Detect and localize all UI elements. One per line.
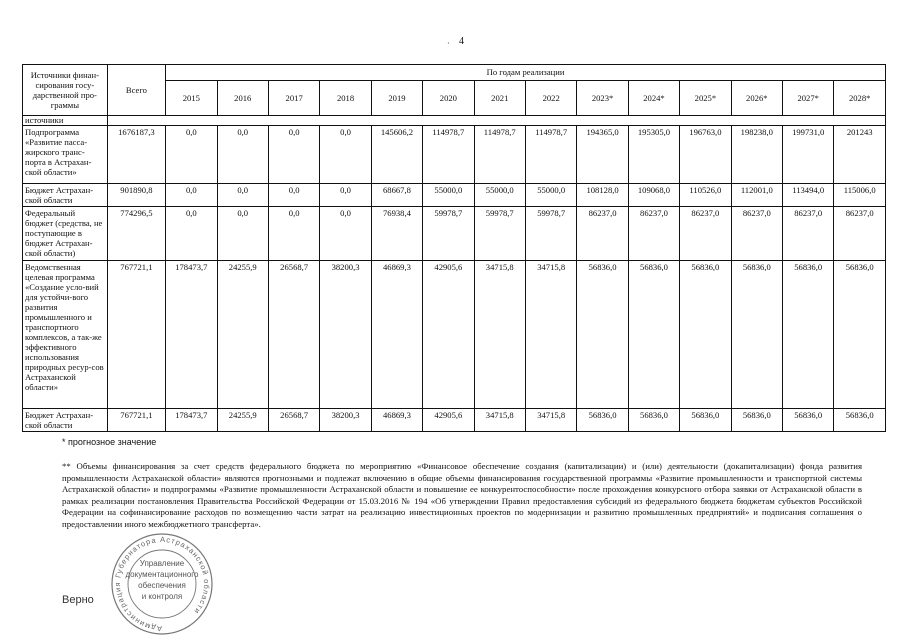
value-cell: 195305,0 <box>628 126 679 184</box>
value-cell: 56836,0 <box>731 409 782 432</box>
year-header: 2022 <box>525 81 576 116</box>
value-cell: 0,0 <box>268 184 319 207</box>
value-cell: 55000,0 <box>525 184 576 207</box>
table-row <box>23 261 886 409</box>
value-cell: 34715,8 <box>525 409 576 432</box>
total-cell: 774296,5 <box>107 207 165 261</box>
value-cell: 86237,0 <box>680 207 731 261</box>
total-cell: 1676187,3 <box>107 126 165 184</box>
federal-funding-footnote: ** Объемы финансирования за счет средств федерального бюджета по мероприятию «Финансовое обеспечение создания (капитализации) и (или) деятельности (докапитализации) фонда развития промышленности Астраханской области» являются прогнозными и подлежат включению в общие объемы финансирования государственной программы «Развитие промышленности и транспортной системы Астраханской области» и подпрограммы «Развитие промышленности Астраханской области и повышение ее конкурентоспособности» после прохождения конкурсного отбора заявки от Астраханской области в рамках реализации постановления Правительства Российской Федерации от 15.03.2016 № 194 «Об утверждении Правил предоставления субсидий из федерального бюджета бюджетам субъектов Российской Федерации на софинансирование расходов по возмещению части затрат на реализацию инвестиционных проектов по модернизации и развитию промышленных предприятий» и подписания соглашения о предоставлении иного межбюджетного трансферта». <box>62 461 862 529</box>
sources-subheader: источники <box>23 116 108 126</box>
value-cell: 198238,0 <box>731 126 782 184</box>
value-cell: 196763,0 <box>680 126 731 184</box>
source-cell: Подпрограмма «Развитие пасса-жирского транс-порта в Астрахан-ской области» <box>23 126 108 184</box>
value-cell: 46869,3 <box>371 409 422 432</box>
value-cell: 46869,3 <box>371 261 422 409</box>
value-cell: 145606,2 <box>371 126 422 184</box>
financing-table <box>22 64 886 432</box>
year-header: 2021 <box>474 81 525 116</box>
value-cell: 55000,0 <box>474 184 525 207</box>
total-cell: 767721,1 <box>107 261 165 409</box>
stamp-line: и контроля <box>141 592 183 601</box>
total-cell: 767721,1 <box>107 409 165 432</box>
value-cell: 110526,0 <box>680 184 731 207</box>
official-stamp <box>98 530 226 638</box>
table-row <box>23 409 886 432</box>
value-cell: 0,0 <box>217 184 268 207</box>
value-cell: 178473,7 <box>166 409 217 432</box>
value-cell: 38200,3 <box>320 261 371 409</box>
value-cell: 201243 <box>834 126 886 184</box>
year-header: 2027* <box>783 81 834 116</box>
source-cell: Бюджет Астрахан-ской области <box>23 409 108 432</box>
page-number: 4 <box>459 36 464 47</box>
year-header: 2023* <box>577 81 628 116</box>
value-cell: 86237,0 <box>834 207 886 261</box>
year-header: 2025* <box>680 81 731 116</box>
certification-label: Верно <box>62 594 94 606</box>
value-cell: 114978,7 <box>474 126 525 184</box>
value-cell: 86237,0 <box>783 207 834 261</box>
value-cell: 34715,8 <box>474 409 525 432</box>
value-cell: 59978,7 <box>423 207 474 261</box>
value-cell: 0,0 <box>320 126 371 184</box>
value-cell: 86237,0 <box>628 207 679 261</box>
stamp-ring-text: Администрация Губернатора Астраханской области <box>113 534 212 634</box>
value-cell: 56836,0 <box>783 261 834 409</box>
year-header: 2017 <box>268 81 319 116</box>
value-cell: 24255,9 <box>217 261 268 409</box>
value-cell: 0,0 <box>320 184 371 207</box>
page-dot: · <box>447 39 450 48</box>
stamp-line: обеспечения <box>138 581 186 590</box>
value-cell: 56836,0 <box>834 409 886 432</box>
value-cell: 56836,0 <box>577 409 628 432</box>
value-cell: 59978,7 <box>474 207 525 261</box>
value-cell: 56836,0 <box>783 409 834 432</box>
value-cell: 0,0 <box>320 207 371 261</box>
year-header: 2024* <box>628 81 679 116</box>
value-cell: 178473,7 <box>166 261 217 409</box>
year-header: 2015 <box>166 81 217 116</box>
value-cell: 0,0 <box>166 126 217 184</box>
value-cell: 199731,0 <box>783 126 834 184</box>
value-cell: 76938,4 <box>371 207 422 261</box>
value-cell: 42905,6 <box>423 409 474 432</box>
table-row <box>23 207 886 261</box>
source-header: Источники финан-сирования госу-дарственной про-граммы <box>23 65 108 116</box>
value-cell: 56836,0 <box>680 409 731 432</box>
value-cell: 26568,7 <box>268 409 319 432</box>
year-header: 2019 <box>371 81 422 116</box>
value-cell: 56836,0 <box>628 409 679 432</box>
value-cell: 0,0 <box>268 207 319 261</box>
value-cell: 34715,8 <box>474 261 525 409</box>
value-cell: 68667,8 <box>371 184 422 207</box>
value-cell: 108128,0 <box>577 184 628 207</box>
value-cell: 0,0 <box>217 126 268 184</box>
year-header: 2026* <box>731 81 782 116</box>
source-cell: Федеральный бюджет (средства, не поступающие в бюджет Астрахан-ской области) <box>23 207 108 261</box>
year-header: 2020 <box>423 81 474 116</box>
value-cell: 38200,3 <box>320 409 371 432</box>
table-row <box>23 184 886 207</box>
value-cell: 0,0 <box>268 126 319 184</box>
source-cell: Ведомственная целевая программа «Создание усло-вий для устойчи-вого развития промышленного и транспортного комплексов, а так-же эффективного использования природных ресур-сов Астраханской области» <box>23 261 108 409</box>
value-cell: 56836,0 <box>680 261 731 409</box>
total-header: Всего <box>107 65 165 116</box>
value-cell: 56836,0 <box>731 261 782 409</box>
value-cell: 55000,0 <box>423 184 474 207</box>
value-cell: 114978,7 <box>525 126 576 184</box>
value-cell: 114978,7 <box>423 126 474 184</box>
value-cell: 86237,0 <box>577 207 628 261</box>
value-cell: 34715,8 <box>525 261 576 409</box>
value-cell: 56836,0 <box>628 261 679 409</box>
value-cell: 86237,0 <box>731 207 782 261</box>
subheader-empty <box>107 116 885 126</box>
value-cell: 115006,0 <box>834 184 886 207</box>
source-cell: Бюджет Астрахан-ской области <box>23 184 108 207</box>
value-cell: 59978,7 <box>525 207 576 261</box>
value-cell: 26568,7 <box>268 261 319 409</box>
value-cell: 194365,0 <box>577 126 628 184</box>
value-cell: 56836,0 <box>577 261 628 409</box>
value-cell: 109068,0 <box>628 184 679 207</box>
value-cell: 112001,0 <box>731 184 782 207</box>
year-header: 2028* <box>834 81 886 116</box>
stamp-center-text <box>126 559 200 601</box>
table-row <box>23 126 886 184</box>
value-cell: 113494,0 <box>783 184 834 207</box>
value-cell: 0,0 <box>217 207 268 261</box>
value-cell: 0,0 <box>166 184 217 207</box>
value-cell: 0,0 <box>166 207 217 261</box>
value-cell: 42905,6 <box>423 261 474 409</box>
total-cell: 901890,8 <box>107 184 165 207</box>
forecast-note: * прогнозное значение <box>62 437 157 447</box>
value-cell: 56836,0 <box>834 261 886 409</box>
stamp-line: Управление <box>139 559 185 568</box>
year-header: 2016 <box>217 81 268 116</box>
year-header: 2018 <box>320 81 371 116</box>
stamp-line: документационного <box>125 570 199 579</box>
value-cell: 24255,9 <box>217 409 268 432</box>
years-group-header: По годам реализации <box>166 65 886 81</box>
